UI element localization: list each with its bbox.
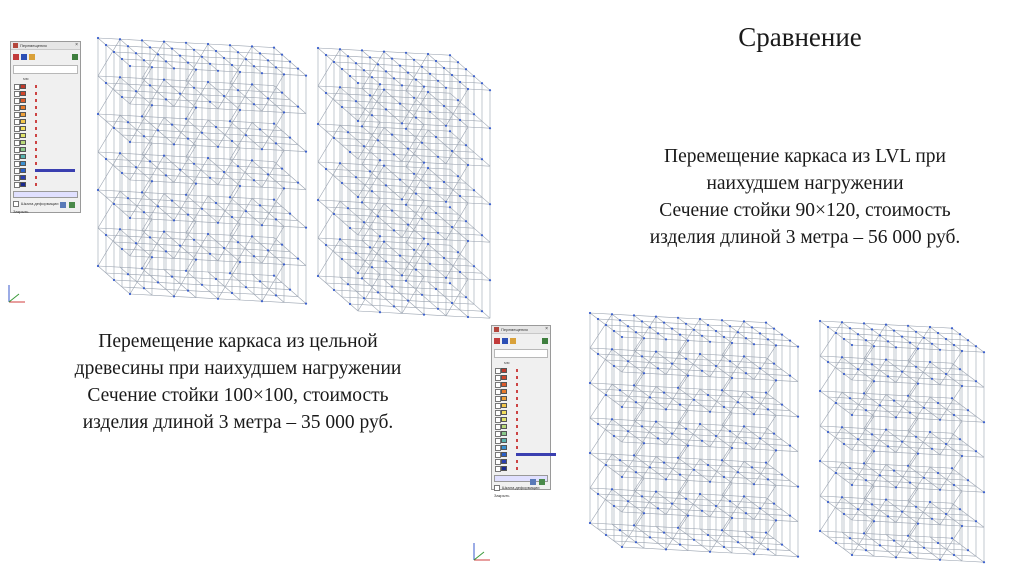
- histogram-bar: [35, 148, 37, 151]
- legend-row: [13, 125, 78, 132]
- checkbox-icon[interactable]: [13, 201, 19, 207]
- legend-swatch: [501, 445, 507, 450]
- histogram-bar: [35, 99, 37, 102]
- histogram-bar: [35, 169, 75, 172]
- legend-row: [494, 374, 548, 381]
- legend-row: [494, 444, 548, 451]
- caption-line: древесины при наихудшем нагружении: [74, 358, 402, 379]
- histogram-bar: [35, 106, 37, 109]
- legend-swatch: [501, 410, 507, 415]
- result-dropdown[interactable]: [494, 349, 548, 358]
- histogram-bar: [516, 460, 518, 463]
- histogram-bar: [35, 134, 37, 137]
- legend-swatch: [501, 382, 507, 387]
- app-icon: [494, 327, 499, 332]
- histogram-bar: [516, 376, 518, 379]
- legend-row: [494, 437, 548, 444]
- caption-line: изделия длиной 3 метра – 35 000 руб.: [82, 412, 394, 433]
- legend-row: [13, 139, 78, 146]
- legend-swatch: [20, 140, 26, 145]
- checkbox-icon[interactable]: [494, 485, 500, 491]
- histogram-bar: [516, 432, 518, 435]
- caption-line: Перемещение каркаса из LVL при: [664, 146, 946, 167]
- caption-line: Сечение стойки 100×100, стоимость: [87, 385, 389, 406]
- legend-swatch: [20, 133, 26, 138]
- histogram-bar: [516, 467, 518, 470]
- deformation-scale-label: Шкала деформации: [502, 485, 540, 491]
- color-scale-icon[interactable]: [13, 54, 19, 60]
- legend-row: [13, 118, 78, 125]
- legend-row: [494, 465, 548, 472]
- histogram-bar: [516, 453, 556, 456]
- panel-toolbar: [13, 53, 78, 63]
- deformation-scale-label: Шкала деформации: [21, 201, 59, 207]
- caption-lvl: [590, 143, 1020, 251]
- panel-title: Перемещения: [20, 43, 47, 48]
- close-icon[interactable]: ×: [75, 42, 78, 48]
- frame-model-lvl: [580, 275, 1020, 570]
- legend-row: [494, 367, 548, 374]
- panel-toolbar: [494, 337, 548, 347]
- caption-line: изделия длиной 3 метра – 56 000 руб.: [649, 227, 961, 248]
- result-dropdown[interactable]: [13, 65, 78, 74]
- slide-title: Сравнение: [738, 22, 862, 52]
- legend-row: [494, 451, 548, 458]
- histogram-bar: [516, 425, 518, 428]
- legend-swatch: [501, 459, 507, 464]
- caption-line: Сечение стойки 90×120, стоимость: [659, 200, 951, 221]
- legend-swatch: [501, 403, 507, 408]
- color-legend: [494, 367, 548, 472]
- histogram-bar: [35, 85, 37, 88]
- legend-swatch: [20, 84, 26, 89]
- legend-row: [13, 104, 78, 111]
- legend-header: мм: [504, 360, 510, 365]
- legend-swatch: [20, 98, 26, 103]
- legend-row: [494, 409, 548, 416]
- histogram-bar: [35, 113, 37, 116]
- histogram-bar: [516, 404, 518, 407]
- legend-swatch: [501, 389, 507, 394]
- histogram-bar: [35, 127, 37, 130]
- histogram-bar: [516, 418, 518, 421]
- legend-swatch: [501, 438, 507, 443]
- histogram-bar: [516, 390, 518, 393]
- legend-swatch: [501, 431, 507, 436]
- histogram-bar: [35, 155, 37, 158]
- legend-row: [13, 153, 78, 160]
- legend-swatch: [501, 424, 507, 429]
- legend-swatch: [20, 161, 26, 166]
- histogram-bar: [516, 446, 518, 449]
- legend-swatch: [20, 119, 26, 124]
- histogram-bar: [35, 92, 37, 95]
- palette-icon[interactable]: [29, 54, 35, 60]
- legend-row: [494, 423, 548, 430]
- histogram-bar: [35, 120, 37, 123]
- histogram-bar: [516, 411, 518, 414]
- legend-row: [13, 174, 78, 181]
- color-scale-icon[interactable]: [494, 338, 500, 344]
- legend-swatch: [20, 168, 26, 173]
- legend-swatch: [20, 91, 26, 96]
- panel-title: Перемещения: [501, 327, 528, 332]
- histogram-bar: [516, 383, 518, 386]
- legend-swatch: [501, 452, 507, 457]
- legend-scroll[interactable]: [13, 191, 78, 198]
- color-scale-icon[interactable]: [21, 54, 27, 60]
- panel-titlebar: [11, 42, 80, 50]
- legend-row: [13, 167, 78, 174]
- legend-swatch: [20, 126, 26, 131]
- legend-header: мм: [23, 76, 29, 81]
- histogram-bar: [35, 162, 37, 165]
- legend-swatch: [501, 396, 507, 401]
- app-icon: [13, 43, 18, 48]
- legend-row: [13, 90, 78, 97]
- settings-icon[interactable]: [72, 54, 78, 60]
- caption-solid-wood: [8, 328, 468, 436]
- legend-row: [13, 83, 78, 90]
- legend-row: [13, 111, 78, 118]
- legend-swatch: [501, 417, 507, 422]
- legend-row: [13, 160, 78, 167]
- histogram-bar: [35, 176, 37, 179]
- legend-row: [494, 388, 548, 395]
- legend-row: [494, 402, 548, 409]
- histogram-bar: [35, 141, 37, 144]
- legend-row: [13, 132, 78, 139]
- legend-swatch: [501, 368, 507, 373]
- panel-titlebar: [492, 326, 550, 334]
- settings-icon[interactable]: [542, 338, 548, 344]
- color-legend: [13, 83, 78, 188]
- legend-row: [13, 97, 78, 104]
- histogram-bar: [516, 369, 518, 372]
- close-icon[interactable]: ×: [545, 326, 548, 332]
- legend-swatch: [20, 112, 26, 117]
- legend-swatch: [20, 175, 26, 180]
- legend-swatch: [20, 154, 26, 159]
- legend-row: [494, 395, 548, 402]
- histogram-bar: [516, 439, 518, 442]
- legend-row: [13, 181, 78, 188]
- legend-row: [13, 146, 78, 153]
- palette-icon[interactable]: [510, 338, 516, 344]
- legend-row: [494, 381, 548, 388]
- legend-swatch: [20, 147, 26, 152]
- color-scale-icon[interactable]: [502, 338, 508, 344]
- close-link[interactable]: Закрыть: [13, 209, 29, 215]
- axis-triad-icon: [470, 540, 492, 564]
- histogram-bar: [35, 183, 37, 186]
- close-link[interactable]: Закрыть: [494, 493, 510, 499]
- legend-swatch: [501, 466, 507, 471]
- axis-triad-icon: [5, 282, 27, 306]
- legend-swatch: [501, 375, 507, 380]
- displacement-panel: [10, 41, 81, 213]
- histogram-bar: [516, 397, 518, 400]
- displacement-panel: [491, 325, 551, 499]
- legend-row: [494, 430, 548, 437]
- frame-model-solid-wood: [88, 0, 528, 320]
- legend-row: [494, 416, 548, 423]
- legend-row: [494, 458, 548, 465]
- caption-line: Перемещение каркаса из цельной: [98, 331, 378, 352]
- caption-line: наихудшем нагружении: [706, 173, 904, 194]
- legend-swatch: [20, 105, 26, 110]
- export-icon[interactable]: [58, 201, 78, 209]
- export-icon[interactable]: [528, 478, 548, 486]
- legend-swatch: [20, 182, 26, 187]
